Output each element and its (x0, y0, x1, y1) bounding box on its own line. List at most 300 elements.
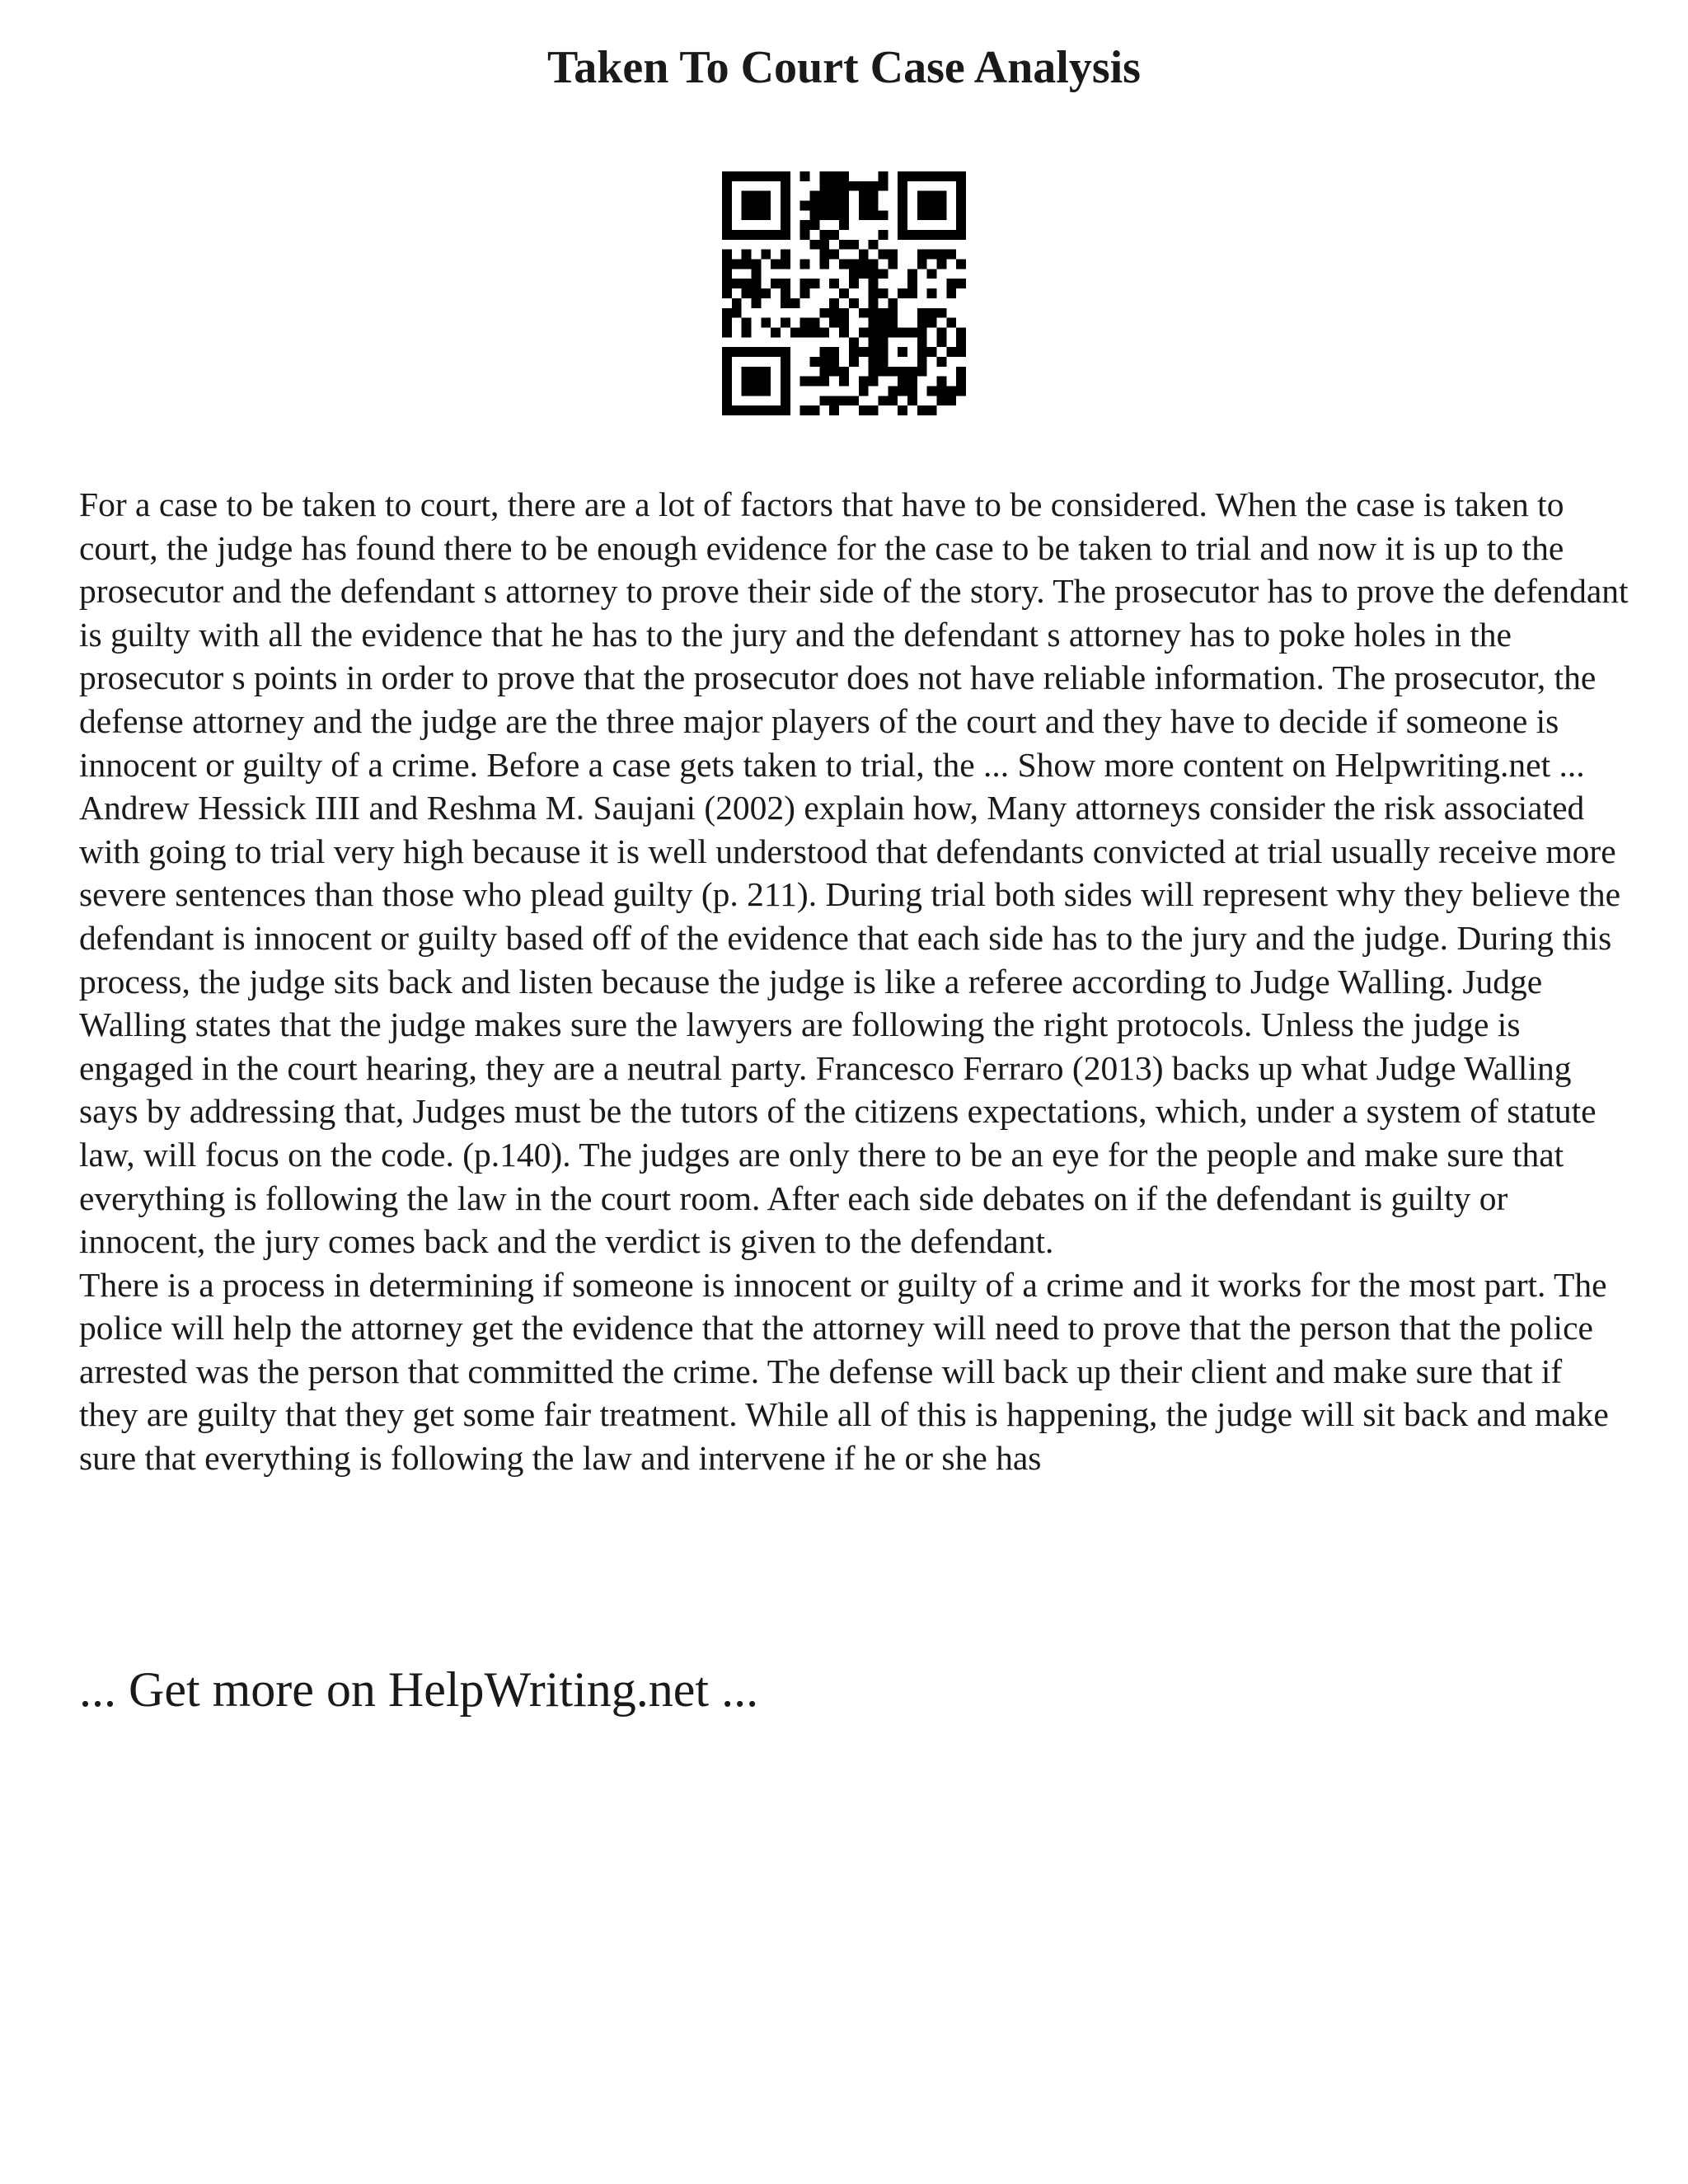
qr-module (839, 396, 849, 405)
qr-module (742, 201, 752, 211)
document-title: Taken To Court Case Analysis (547, 42, 1141, 93)
qr-module (800, 220, 810, 230)
qr-module (898, 377, 907, 387)
qr-module (878, 230, 888, 240)
qr-module (839, 191, 849, 201)
qr-module (829, 357, 839, 367)
qr-module (907, 269, 917, 279)
qr-module (878, 171, 888, 181)
qr-module (722, 288, 732, 298)
qr-module (752, 269, 762, 279)
qr-module (936, 327, 946, 337)
qr-module (888, 260, 898, 269)
qr-module (810, 327, 820, 337)
qr-module (732, 347, 742, 357)
qr-module (849, 260, 859, 269)
qr-module (917, 347, 927, 357)
qr-module (771, 327, 781, 337)
qr-module (927, 405, 937, 415)
qr-module (956, 230, 966, 240)
qr-module (771, 230, 781, 240)
qr-module (732, 230, 742, 240)
qr-module (722, 181, 732, 191)
qr-module (849, 240, 859, 250)
qr-module (888, 298, 898, 308)
qr-module (878, 337, 888, 347)
qr-module (742, 230, 752, 240)
qr-module (869, 269, 879, 279)
qr-module (781, 201, 790, 211)
qr-module (732, 298, 742, 308)
qr-module (819, 347, 829, 357)
qr-module (839, 201, 849, 211)
qr-module (722, 230, 732, 240)
qr-module (742, 367, 752, 377)
qr-module (752, 377, 762, 387)
qr-module (927, 210, 937, 220)
qr-module (956, 210, 966, 220)
paragraph: For a case to be taken to court, there are a lot of factors that have to be considered. When the case is taken to court, the judge has found there to be enough evidence for the case to be taken to trial and now it is up to the prosecutor and the defendant s attorney to prove their side of the story. The prosecutor has to prove the defendant is guilty with all the evidence that he has to the jury and the defendant s attorney has to poke holes in the prosecutor s points in order to prove that the prosecutor does not have reliable information. The prosecutor, the defense attorney and the judge are the three major players of the court and they have to decide if someone is innocent or guilty of a crime. Before a case gets taken to trial, the ... Show more content on Helpwriting.net ... (79, 485, 1629, 784)
qr-module (810, 405, 820, 415)
qr-module (936, 308, 946, 318)
qr-module (859, 250, 869, 260)
qr-module (869, 201, 879, 211)
qr-module (829, 279, 839, 288)
qr-module (732, 171, 742, 181)
qr-module (819, 377, 829, 387)
qr-module (790, 298, 800, 308)
qr-module (781, 250, 790, 260)
qr-module (936, 250, 946, 260)
qr-module (771, 171, 781, 181)
qr-module (761, 318, 771, 328)
qr-module (936, 386, 946, 396)
qr-module (761, 171, 771, 181)
qr-module (878, 318, 888, 328)
qr-module (869, 308, 879, 318)
qr-module (927, 191, 937, 201)
qr-module (869, 377, 879, 387)
qr-module (878, 210, 888, 220)
qr-module (878, 181, 888, 191)
qr-module (869, 260, 879, 269)
qr-module (829, 210, 839, 220)
qr-module (781, 396, 790, 405)
qr-module (907, 288, 917, 298)
qr-module (956, 347, 966, 357)
qr-module (752, 367, 762, 377)
qr-module (800, 288, 810, 298)
qr-module (859, 308, 869, 318)
qr-module (732, 308, 742, 318)
qr-module (732, 405, 742, 415)
qr-module (761, 191, 771, 201)
qr-module (907, 367, 917, 377)
qr-module (781, 288, 790, 298)
qr-module (771, 405, 781, 415)
qr-module (819, 230, 829, 240)
qr-module (839, 220, 849, 230)
qr-module (722, 220, 732, 230)
qr-module (781, 405, 790, 415)
qr-module (800, 171, 810, 181)
qr-module (781, 230, 790, 240)
qr-module (829, 250, 839, 260)
qr-module (917, 337, 927, 347)
qr-module (742, 210, 752, 220)
qr-module (936, 260, 946, 269)
qr-module (819, 181, 829, 191)
qr-module (849, 279, 859, 288)
qr-module (839, 318, 849, 328)
qr-module (742, 260, 752, 269)
qr-module (722, 201, 732, 211)
qr-module (829, 230, 839, 240)
qr-module (927, 171, 937, 181)
qr-module (800, 318, 810, 328)
qr-module (956, 201, 966, 211)
qr-module (956, 377, 966, 387)
qr-module (810, 279, 820, 288)
qr-module (917, 260, 927, 269)
qr-module (849, 337, 859, 347)
qr-module (829, 201, 839, 211)
qr-module (810, 191, 820, 201)
qr-module (878, 367, 888, 377)
qr-module (917, 191, 927, 201)
qr-module (878, 347, 888, 357)
qr-module (898, 191, 907, 201)
qr-module (917, 250, 927, 260)
qr-module (869, 337, 879, 347)
qr-module (761, 210, 771, 220)
qr-module (859, 405, 869, 415)
qr-module (839, 327, 849, 337)
qr-module (722, 377, 732, 387)
qr-module (936, 191, 946, 201)
qr-module (752, 201, 762, 211)
qr-module (859, 327, 869, 337)
qr-module (761, 367, 771, 377)
qr-module (869, 298, 879, 308)
qr-module (839, 288, 849, 298)
qr-module (927, 250, 937, 260)
qr-module (761, 377, 771, 387)
qr-module (917, 357, 927, 367)
qr-module (722, 171, 732, 181)
qr-module (907, 377, 917, 387)
qr-module (819, 308, 829, 318)
qr-module (742, 191, 752, 201)
qr-module (898, 220, 907, 230)
qr-module (761, 288, 771, 298)
qr-module (878, 250, 888, 260)
qr-module (819, 396, 829, 405)
qr-module (898, 367, 907, 377)
qr-module (956, 327, 966, 337)
qr-module (819, 210, 829, 220)
qr-module (810, 201, 820, 211)
qr-module (946, 288, 956, 298)
qr-module (800, 327, 810, 337)
qr-module (849, 396, 859, 405)
qr-module (869, 240, 879, 250)
qr-module (752, 386, 762, 396)
qr-module (722, 327, 732, 337)
qr-module (839, 210, 849, 220)
qr-module (819, 201, 829, 211)
qr-module (800, 260, 810, 269)
qr-module (781, 298, 790, 308)
qr-module (936, 230, 946, 240)
qr-module (898, 171, 907, 181)
qr-module (839, 308, 849, 318)
qr-module (722, 279, 732, 288)
qr-module (752, 191, 762, 201)
qr-module (927, 288, 937, 298)
qr-module (888, 386, 898, 396)
qr-module (898, 230, 907, 240)
qr-module (936, 396, 946, 405)
qr-module (946, 386, 956, 396)
qr-module (810, 377, 820, 387)
qr-module (956, 181, 966, 191)
qr-module (869, 405, 879, 415)
qr-module (752, 298, 762, 308)
qr-module (839, 240, 849, 250)
qr-module (781, 279, 790, 288)
qr-module (752, 288, 762, 298)
qr-module (742, 288, 752, 298)
qr-module (752, 230, 762, 240)
qr-module (927, 201, 937, 211)
qr-module (810, 357, 820, 367)
qr-module (946, 318, 956, 328)
qr-module (917, 201, 927, 211)
qr-module (752, 405, 762, 415)
qr-module (859, 347, 869, 357)
document-body (79, 483, 1629, 1480)
qr-module (869, 367, 879, 377)
qr-module (819, 240, 829, 250)
qr-module (722, 308, 732, 318)
qr-module (849, 298, 859, 308)
qr-module (946, 396, 956, 405)
paragraph: There is a process in determining if someone is innocent or guilty of a crime and it works for the most part. The police will help the attorney get the evidence that the attorney will need to prove that the person that the police arrested was the person that committed the crime. The defense will back up their client and make sure that if they are guilty that they get some fair treatment. While all of this is happening, the judge will sit back and make sure that everything is following the law and intervene if he or she has (79, 1265, 1609, 1478)
qr-module (810, 240, 820, 250)
qr-module (956, 220, 966, 230)
qr-module (722, 191, 732, 201)
qr-module (819, 191, 829, 201)
qr-module (790, 327, 800, 337)
qr-module (898, 347, 907, 357)
qr-module (878, 327, 888, 337)
qr-module (898, 327, 907, 337)
qr-module (917, 367, 927, 377)
qr-module (722, 357, 732, 367)
qr-module (927, 386, 937, 396)
qr-module (810, 318, 820, 328)
qr-module (800, 279, 810, 288)
qr-module (907, 279, 917, 288)
qr-module (927, 308, 937, 318)
qr-module (781, 191, 790, 201)
qr-module (722, 250, 732, 260)
qr-module (946, 347, 956, 357)
qr-module (742, 250, 752, 260)
qr-module (946, 250, 956, 260)
qr-module (722, 260, 732, 269)
qr-module (878, 357, 888, 367)
qr-module (781, 260, 790, 269)
qr-module (781, 386, 790, 396)
qr-module (946, 230, 956, 240)
qr-module (829, 396, 839, 405)
qr-module (936, 171, 946, 181)
qr-module (771, 279, 781, 288)
qr-module (917, 327, 927, 337)
qr-module (829, 191, 839, 201)
qr-module (927, 230, 937, 240)
qr-module (781, 181, 790, 191)
qr-module (722, 347, 732, 357)
qr-module (917, 318, 927, 328)
qr-module (936, 201, 946, 211)
qr-module (800, 230, 810, 240)
get-more-link[interactable]: ... Get more on HelpWriting.net ... (79, 1662, 759, 1717)
qr-module (946, 171, 956, 181)
qr-module (917, 210, 927, 220)
qr-module (898, 181, 907, 191)
qr-module (771, 347, 781, 357)
qr-module (781, 210, 790, 220)
qr-module (752, 279, 762, 288)
qr-module (869, 181, 879, 191)
qr-module (888, 250, 898, 260)
qr-module (829, 367, 839, 377)
qr-module (888, 308, 898, 318)
qr-module (927, 347, 937, 357)
qr-module (761, 347, 771, 357)
qr-module (849, 357, 859, 367)
qr-module (722, 367, 732, 377)
qr-module (936, 337, 946, 347)
paragraph: Andrew Hessick IIII and Reshma M. Saujani (2002) explain how, Many attorneys consider the risk associated with going to trial very high because it is well understood that defendants convicted at trial usually receive more severe sentences than those who plead guilty (p. 211). During trial both sides will represent why they believe the defendant is innocent or guilty based off of the evidence that each side has to the jury and the judge. During this process, the judge sits back and listen because the judge is like a referee according to Judge Walling. Judge Walling states that the judge makes sure the lawyers are following the right protocols. Unless the judge is engaged in the court hearing, they are a neutral party. Francesco Ferraro (2013) backs up what Judge Walling says by addressing that, Judges must be the tutors of the citizens expectations, which, under a system of statute law, will focus on the code. (p.140). The judges are only there to be an eye for the people and make sure that everything is following the law in the court room. After each side debates on if the defendant is guilty or innocent, the jury comes back and the verdict is given to the defendant. (79, 789, 1621, 1261)
qr-module (839, 181, 849, 191)
qr-module (898, 288, 907, 298)
qr-module (761, 201, 771, 211)
qr-module (829, 181, 839, 191)
qr-module (917, 171, 927, 181)
qr-module (956, 367, 966, 377)
qr-module (859, 269, 869, 279)
qr-module (859, 210, 869, 220)
qr-module (829, 405, 839, 415)
qr-module (742, 377, 752, 387)
qr-module (859, 191, 869, 201)
qr-module (878, 308, 888, 318)
qr-module (869, 288, 879, 298)
qr-module (927, 269, 937, 279)
qr-module (829, 347, 839, 357)
qr-module (761, 230, 771, 240)
qr-module (869, 191, 879, 201)
qr-module (732, 260, 742, 269)
qr-module (761, 405, 771, 415)
qr-module (742, 405, 752, 415)
qr-module (781, 318, 790, 328)
qr-module (849, 269, 859, 279)
qr-module (810, 210, 820, 220)
qr-module (781, 220, 790, 230)
qr-module (917, 230, 927, 240)
qr-module (742, 327, 752, 337)
qr-module (722, 210, 732, 220)
qr-module (936, 357, 946, 367)
qr-module (829, 308, 839, 318)
qr-module (819, 357, 829, 367)
qr-module (859, 377, 869, 387)
qr-module (761, 250, 771, 260)
qr-module (907, 171, 917, 181)
qr-module (742, 279, 752, 288)
qr-module (927, 318, 937, 328)
qr-module (878, 396, 888, 405)
qr-module (878, 269, 888, 279)
qr-module (898, 201, 907, 211)
qr-module (878, 288, 888, 298)
qr-module (722, 405, 732, 415)
qr-module (819, 367, 829, 377)
qr-module (819, 260, 829, 269)
qr-module (839, 377, 849, 387)
qr-module (869, 327, 879, 337)
qr-module (907, 386, 917, 396)
qr-module (956, 171, 966, 181)
qr-module (742, 386, 752, 396)
qr-module (888, 367, 898, 377)
qr-module (732, 279, 742, 288)
qr-code-icon (722, 171, 966, 415)
qr-module (829, 171, 839, 181)
qr-module (781, 357, 790, 367)
qr-module (781, 377, 790, 387)
qr-module (869, 210, 879, 220)
qr-module (742, 171, 752, 181)
qr-module (859, 386, 869, 396)
qr-module (771, 260, 781, 269)
qr-module (761, 386, 771, 396)
qr-module (819, 250, 829, 260)
qr-module (781, 347, 790, 357)
qr-module (859, 181, 869, 191)
qr-module (898, 386, 907, 396)
qr-module (869, 318, 879, 328)
qr-module (752, 347, 762, 357)
qr-module (898, 405, 907, 415)
qr-module (917, 405, 927, 415)
qr-module (888, 327, 898, 337)
qr-module (839, 171, 849, 181)
qr-module (907, 327, 917, 337)
qr-module (936, 210, 946, 220)
qr-module (819, 327, 829, 337)
qr-module (859, 201, 869, 211)
qr-module (781, 367, 790, 377)
qr-module (781, 171, 790, 181)
qr-module (888, 318, 898, 328)
qr-module (956, 260, 966, 269)
